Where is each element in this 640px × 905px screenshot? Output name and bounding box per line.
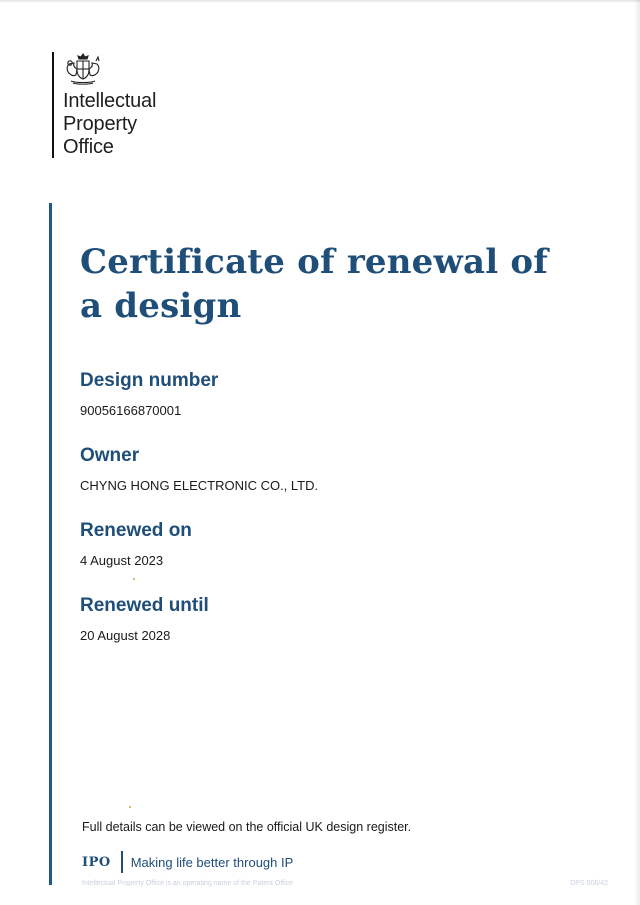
tagline: Making life better through IP: [130, 854, 294, 870]
office-name-line-2: Property: [63, 113, 137, 135]
design-number-section: [80, 369, 560, 419]
fineprint: Intellectual Property Office is an operating name of the Patent Office: [82, 880, 294, 887]
ipo-tagline-row: [82, 850, 293, 874]
design-number-value: 90056166870001: [80, 403, 182, 418]
owner-label: Owner: [80, 445, 140, 466]
owner-value: CHYNG HONG ELECTRONIC CO., LTD.: [80, 478, 319, 493]
scan-right-shadow: [634, 0, 640, 905]
accent-bar: [49, 203, 52, 885]
scan-top-edge: [0, 0, 640, 3]
ipo-divider: [121, 851, 123, 873]
renewed-on-section: [80, 519, 560, 569]
design-number-label: Design number: [80, 370, 219, 391]
document-code: DPS 006/42: [570, 880, 608, 887]
renewed-on-value: 4 August 2023: [80, 553, 164, 568]
scan-speck: [133, 578, 135, 580]
owner-section: [80, 444, 560, 494]
renewed-until-value: 20 August 2028: [80, 628, 171, 643]
renewed-until-section: [80, 594, 560, 644]
certificate-title: Certificate of renewal of a design: [80, 242, 549, 326]
office-name-line-1: Intellectual: [63, 90, 157, 112]
ipo-logo: [52, 52, 156, 158]
office-name-line-3: Office: [63, 136, 114, 158]
renewed-until-label: Renewed until: [80, 595, 209, 616]
scan-speck: [129, 806, 131, 808]
register-note: Full details can be viewed on the official UK design register.: [82, 820, 412, 834]
renewed-on-label: Renewed on: [80, 520, 192, 541]
royal-coat-of-arms-icon: [63, 52, 103, 86]
ipo-mark: IPO: [82, 854, 111, 870]
